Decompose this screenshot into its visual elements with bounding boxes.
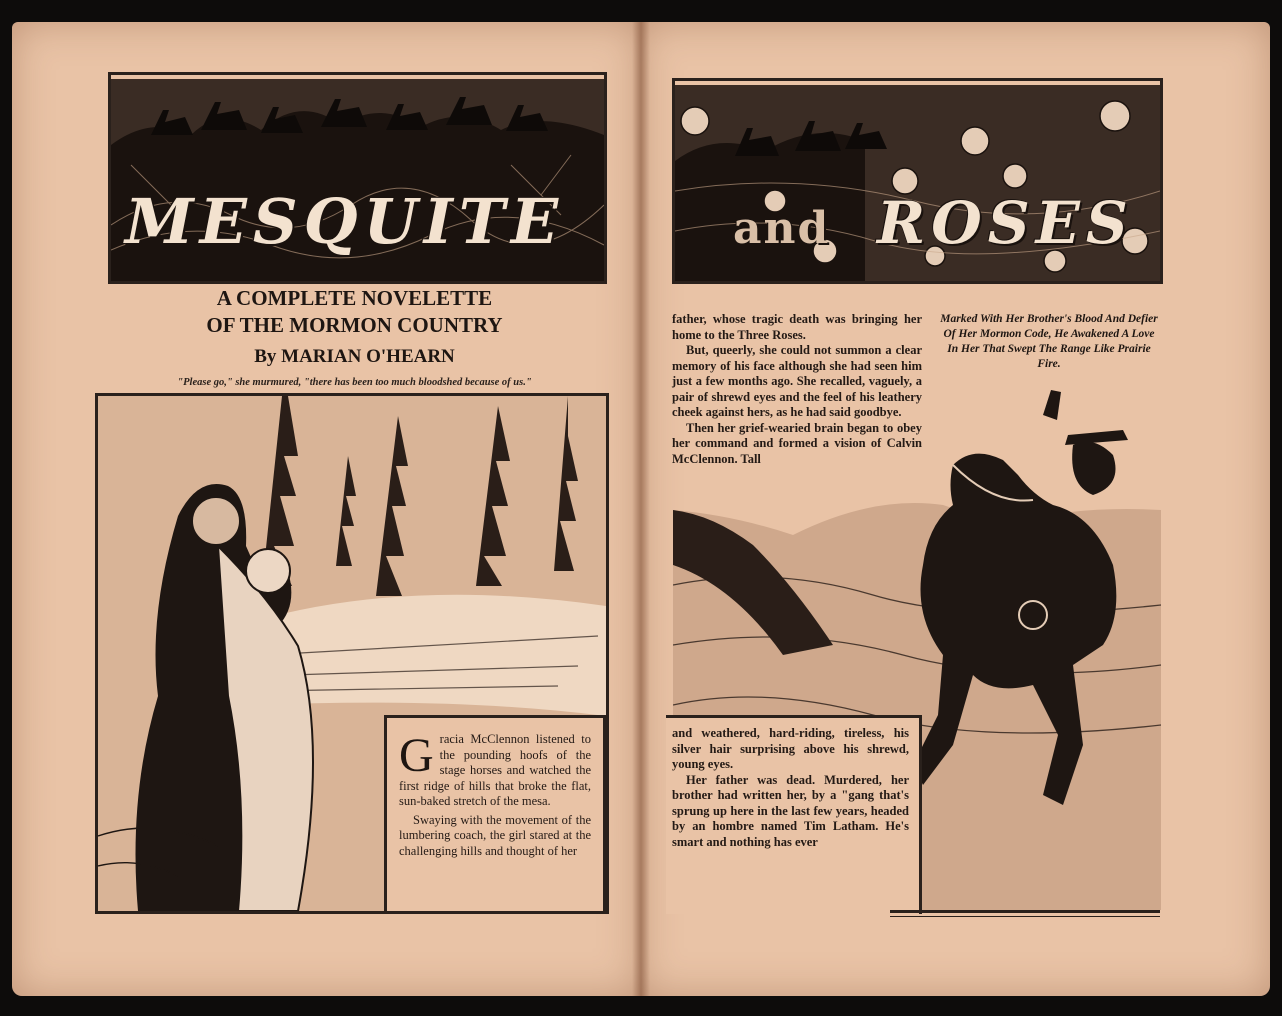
drop-cap: G [399,729,434,782]
right-footer-rule-2 [890,916,1160,917]
banner-word-and: and [733,203,831,254]
column-paragraph-3: Then her grief-wearied brain began to obey her command and formed a vision of Calvin McClennon. Tall [672,420,922,466]
story-tagline: Marked With Her Brother's Blood And Defier Of Her Mormon Code, He Awakened A Love In Her That Swept The Range Like Prairie Fire. [940,313,1158,370]
mesquite-title-banner [108,72,607,284]
lower-paragraph-2: Her father was dead. Murdered, her brother had written her, by a "gang that's sprung up here in the last few years, headed by an hombre named Tim Latham. He's smart and nothing has ever [672,772,909,849]
banner-title-mesquite: MESQUITE [125,185,565,258]
roses-title-banner [672,78,1163,284]
illustration-caption: "Please go," she murmured, "there has been too much bloodshed because of us." [177,377,532,388]
lower-text-box [666,715,922,914]
right-footer-rule [890,910,1160,913]
headline-line-1: A COMPLETE NOVELETTE [216,286,493,310]
byline: By MARIAN O'HEARN [254,346,455,367]
opening-paragraph: racia McClennon listened to the pounding hoofs of the stage horses and watched the first ridge of hills that broke the flat, sun-baked stretch of the mesa. [399,732,591,808]
opening-text-box [384,715,606,914]
headline-line-2: OF THE MORMON COUNTRY [206,313,503,337]
column-paragraph-2: But, queerly, she could not summon a clear memory of his face although she had seen him just a few months ago. She recalled, vaguely, a pair of shrewd eyes and the feel of his leathery cheek against hers, as he had said goodbye. [672,343,922,419]
book-spine [632,22,650,996]
banner-word-roses: ROSES [877,189,1134,257]
lower-paragraph-1: and weathered, hard-riding, tireless, his silver hair surprising above his shrewd, young eyes. [672,726,909,771]
column-paragraph-1: father, whose tragic death was bringing her home to the Three Roses. [672,312,922,342]
second-paragraph: Swaying with the movement of the lumbering coach, the girl stared at the challenging hills and thought of her [399,812,591,858]
